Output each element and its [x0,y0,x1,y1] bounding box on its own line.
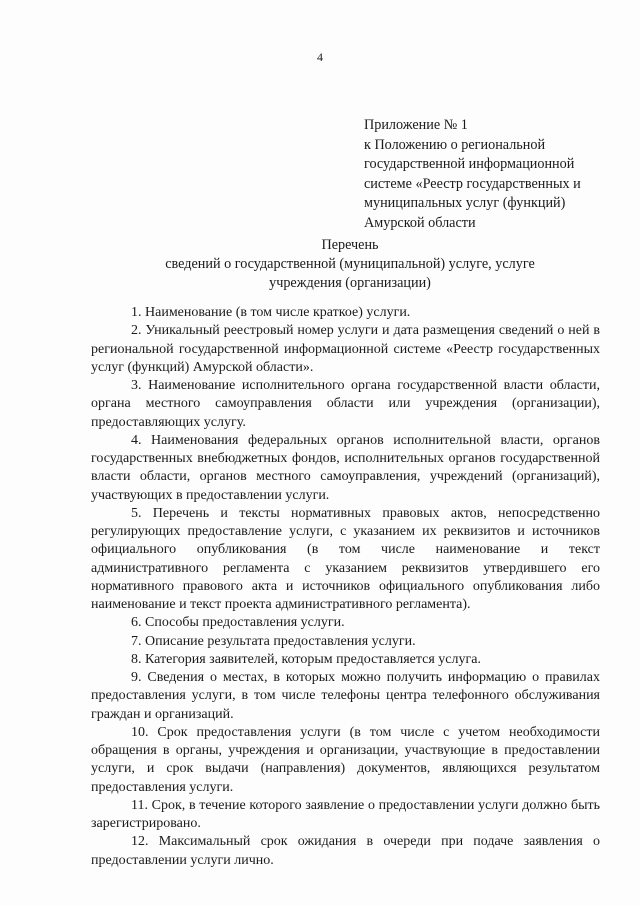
list-item: 11. Срок, в течение которого заявление о предоставлении услуги должно быть зарегистрировано. [91,797,600,831]
list-item: 7. Описание результата предоставления услуги. [131,633,416,649]
appendix-line: Амурской области [364,214,476,231]
appendix-line: Приложение № 1 [364,117,468,133]
page-number: 4 [317,50,323,64]
appendix-line: муниципальных услуг (функций) [364,195,566,211]
list-item: 6. Способы предоставления услуги. [131,615,345,631]
appendix-line: к Положению о региональной [364,136,546,153]
appendix-line: государственной информационной [364,156,575,172]
list-item: 3. Наименование исполнительного органа государственной власти области, органа местного самоуправления области или учреждения (организации), предоставляющих услугу. [91,378,600,430]
heading-subtitle-line: учреждения (организации) [269,275,431,291]
appendix-line: системе «Реестр государственных и [364,175,581,192]
heading-subtitle-line: сведений о государственной (муниципальной) услуге, услуге [165,256,535,272]
list-item: 10. Срок предоставления услуги (в том числе с учетом необходимости обращения в органы, учреждения и организации, участвующие в предоставлении услуги, и срок выдачи (направления) документов, являющихся результатом предоставления услуги. [91,724,600,795]
list-item: 1. Наименование (в том числе краткое) услуги. [131,305,411,320]
items-list [91,304,600,870]
list-item: 5. Перечень и тексты нормативных правовых актов, непосредственно регулирующих предоставление услуги, с указанием их реквизитов и источников официального опубликования (в том числе наименование и текст административного регламента с указанием реквизитов утвердившего его нормативного правового акта и источников официального опубликования либо наименование и текст проекта административного регламента). [91,505,600,612]
document-heading [100,236,600,293]
list-item: 2. Уникальный реестровый номер услуги и дата размещения сведений о ней в региональной государственной информационной системе «Реестр государственных услуг (функций) Амурской области». [91,323,600,375]
list-item: 12. Максимальный срок ожидания в очереди при подаче заявления о предоставлении услуги лично. [91,834,600,868]
heading-title: Перечень [321,237,379,253]
list-item: 4. Наименования федеральных органов исполнительной власти, органов государственных внебюджетных фондов, исполнительных органов государственной власти области, органов местного самоуправления, учреждений (организаций), участвующих в предоставлении услуги. [91,432,600,503]
list-item: 9. Сведения о местах, в которых можно получить информацию о правилах предоставления услуги, в том числе телефоны центра телефонного обслуживания граждан и организаций. [91,670,600,722]
list-item: 8. Категория заявителей, которым предоставляется услуга. [131,651,481,667]
appendix-reference [364,116,614,233]
